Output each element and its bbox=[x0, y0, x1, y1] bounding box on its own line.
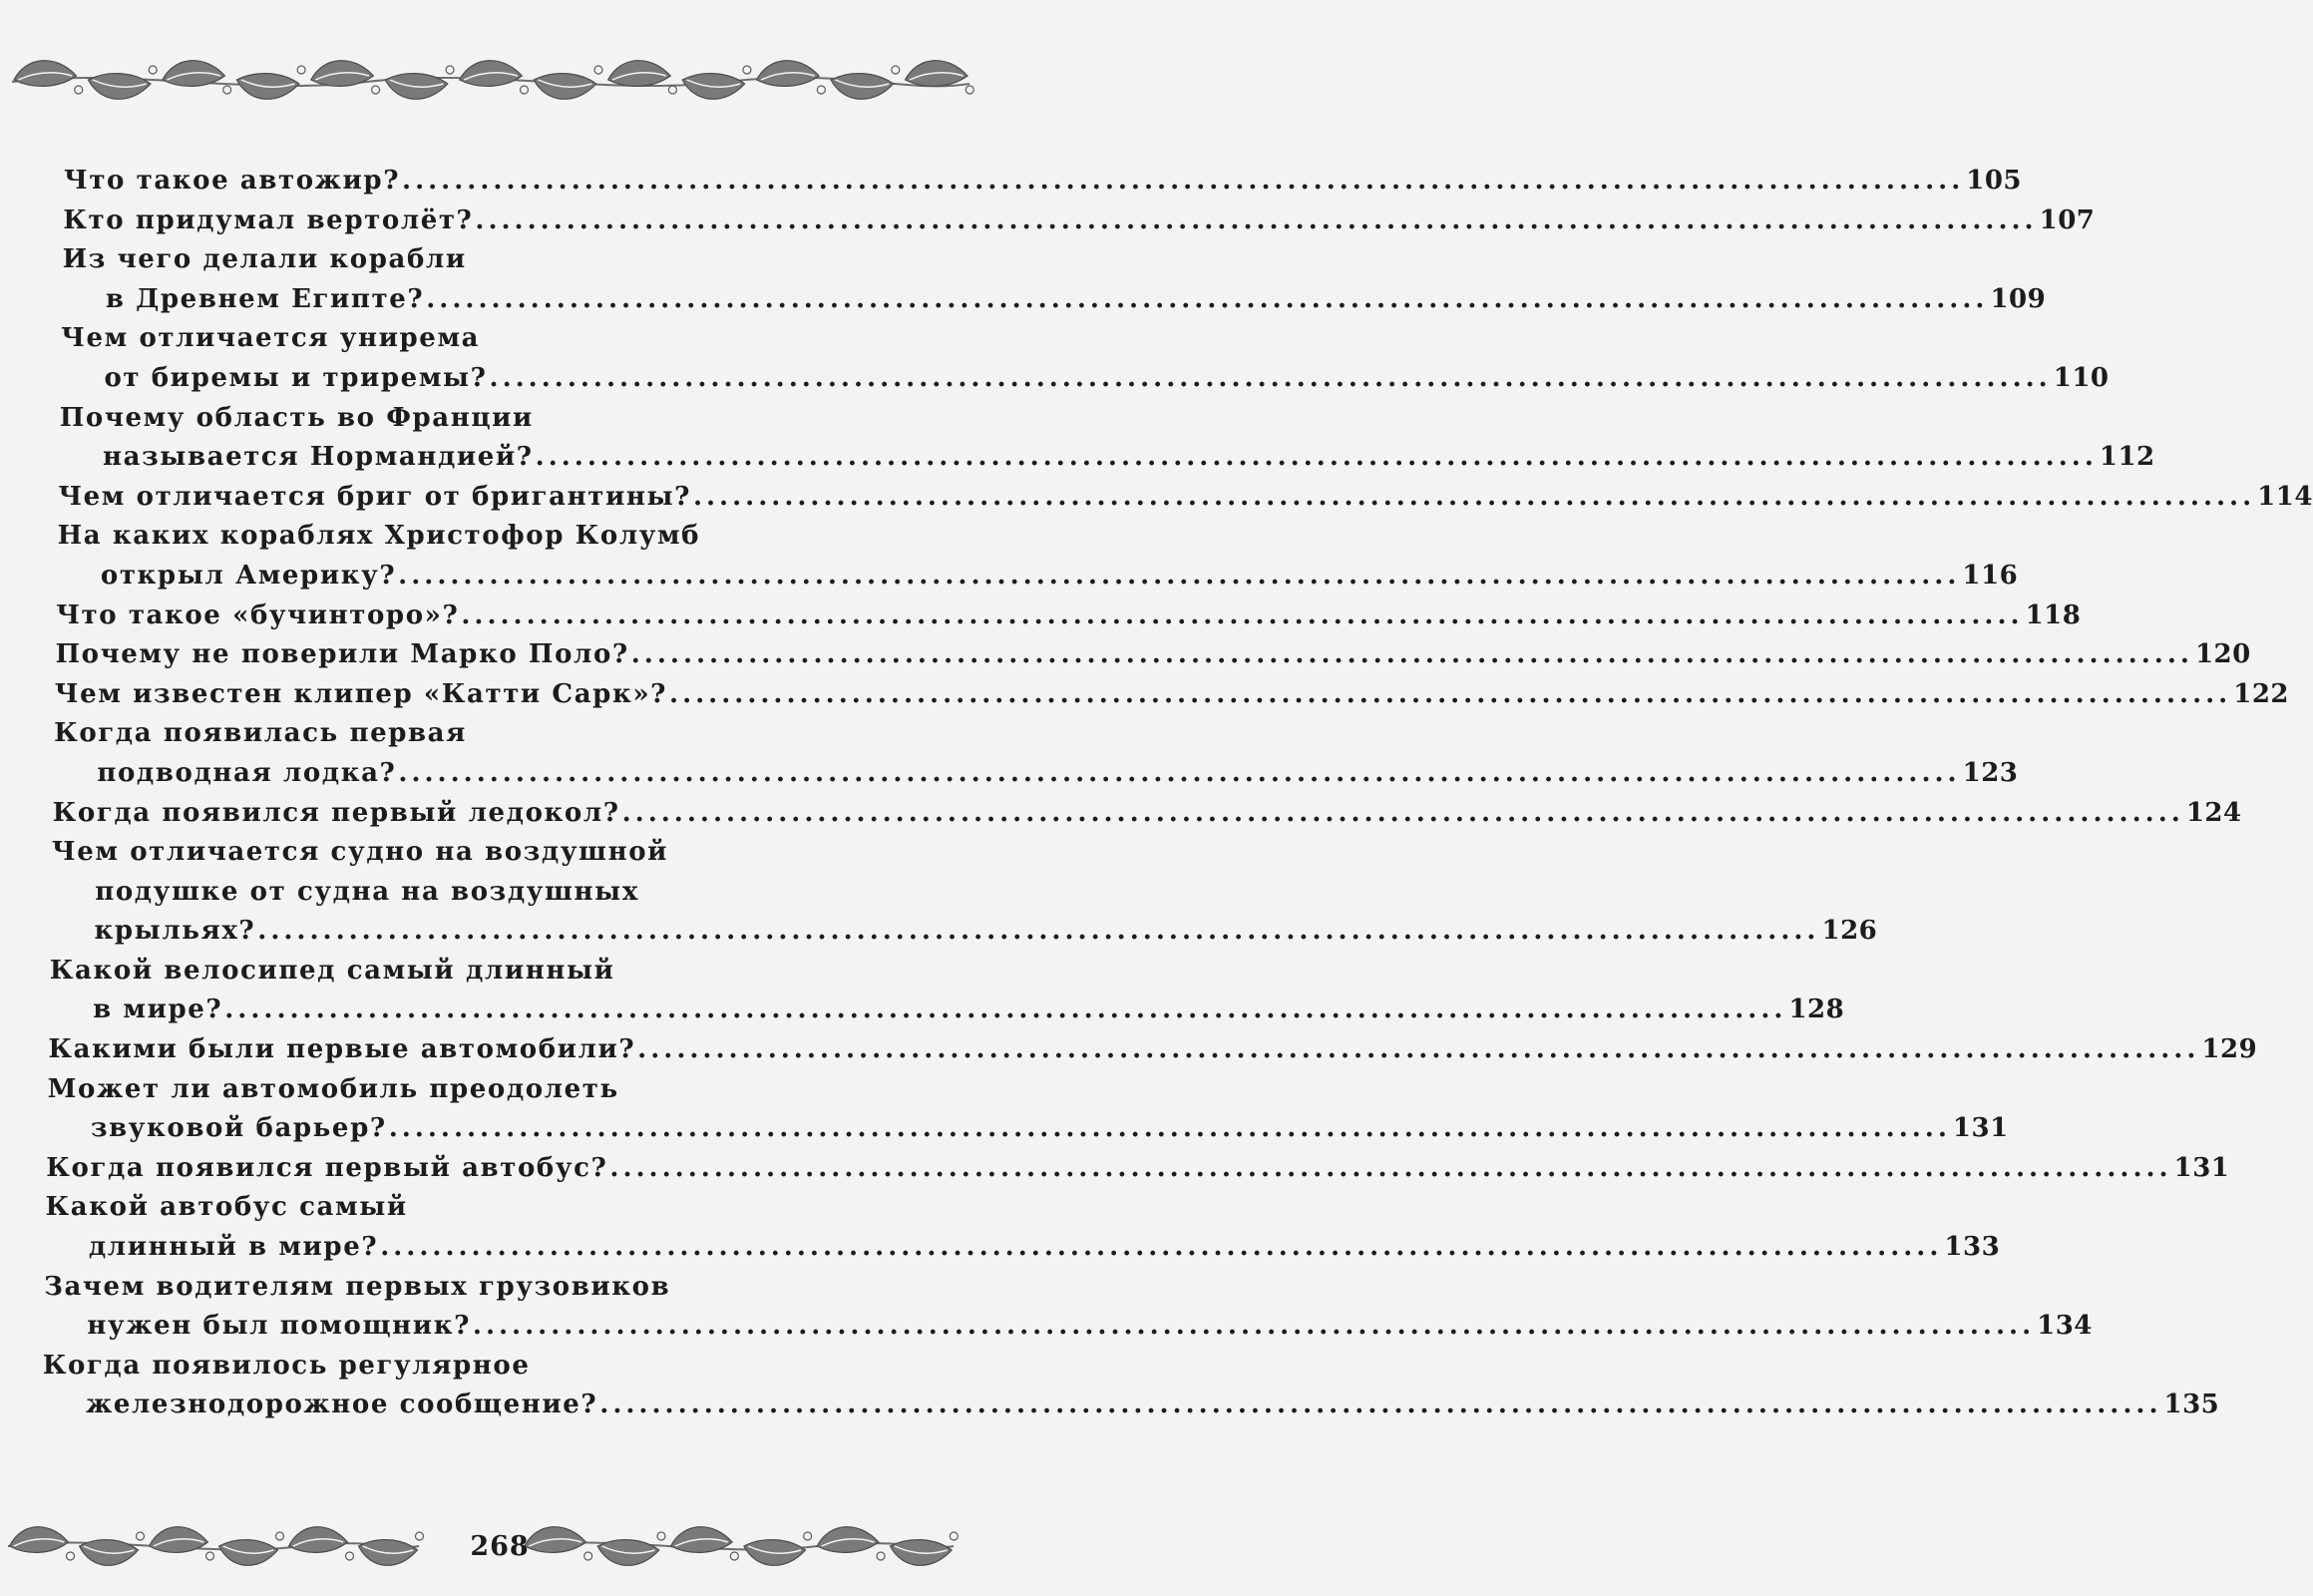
toc-page-number: 134 bbox=[2037, 1311, 2093, 1342]
toc-entry bbox=[0, 399, 2155, 478]
toc-entry-title: звуковой барьер? bbox=[90, 1113, 387, 1144]
toc-entry bbox=[0, 517, 2019, 596]
toc-entry-title: Почему не поверили Марко Поло? bbox=[55, 639, 629, 670]
toc-entry-title: Может ли автомобиль преодолеть bbox=[47, 1073, 619, 1104]
toc-entry-title: Какими были первые автомобили? bbox=[48, 1034, 636, 1065]
dot-leader: ........................................................................................................................ bbox=[669, 678, 2232, 709]
curl-ornament bbox=[965, 86, 973, 94]
toc-entry bbox=[0, 794, 2242, 834]
toc-page-number: 128 bbox=[1788, 995, 1845, 1025]
toc-page-number: 116 bbox=[1962, 560, 2019, 591]
toc-page-number: 124 bbox=[2185, 797, 2242, 828]
toc-page-number: 105 bbox=[1966, 166, 2023, 196]
dot-leader: ........................................................................................................................ bbox=[380, 1232, 1943, 1263]
dot-leader: ........................................................................................................................ bbox=[637, 1034, 2200, 1065]
dot-leader: ........................................................................................................................ bbox=[475, 204, 2038, 235]
toc-page-number: 126 bbox=[1821, 916, 1878, 947]
curl-ornament bbox=[297, 66, 305, 74]
dot-leader: ........................................................................................................................ bbox=[257, 916, 1820, 947]
toc-entry bbox=[0, 1268, 2093, 1347]
toc-entry bbox=[0, 478, 2313, 518]
curl-ornament bbox=[75, 86, 83, 94]
top-leaf-ornament bbox=[8, 38, 973, 118]
dot-leader: ........................................................................................................................ bbox=[426, 283, 1989, 314]
toc-entry-title: Какой автобус самый bbox=[45, 1192, 408, 1223]
dot-leader: ........................................................................................................................ bbox=[599, 1390, 2162, 1420]
toc-page-number: 118 bbox=[2025, 599, 2082, 630]
toc-entry bbox=[0, 1149, 2230, 1189]
toc-entry-title: Какой велосипед самый длинный bbox=[49, 955, 615, 986]
toc-entry-title: Когда появился первый ледокол? bbox=[52, 797, 620, 828]
toc-entry-title: называется Нормандией? bbox=[103, 442, 534, 473]
toc-entry-title: железнодорожное сообщение? bbox=[86, 1390, 598, 1420]
toc-page-number: 131 bbox=[2173, 1152, 2230, 1183]
dot-leader: ........................................................................................................................ bbox=[630, 639, 2193, 670]
curl-ornament bbox=[668, 86, 676, 94]
toc-entry-title: Зачем водителям первых грузовиков bbox=[44, 1271, 671, 1302]
dot-leader: ........................................................................................................................ bbox=[402, 166, 1965, 196]
toc-entry-title: крыльях? bbox=[94, 916, 256, 947]
toc-page-number: 112 bbox=[2099, 442, 2155, 473]
dot-leader: ........................................................................................................................ bbox=[535, 442, 2098, 473]
curl-ornament bbox=[892, 66, 900, 74]
dot-leader: ........................................................................................................................ bbox=[489, 362, 2052, 393]
page-number: 268 bbox=[470, 1531, 530, 1562]
curl-ornament bbox=[743, 66, 751, 74]
dot-leader: ........................................................................................................................ bbox=[609, 1152, 2172, 1183]
toc-page-number: 131 bbox=[1952, 1113, 2009, 1144]
toc-entry bbox=[0, 597, 2082, 636]
curl-ornament bbox=[372, 86, 380, 94]
toc-entry bbox=[0, 1070, 2009, 1149]
toc-entry bbox=[0, 714, 2019, 793]
toc-entry bbox=[0, 1188, 2001, 1267]
toc-entry-title: Почему область во Франции bbox=[59, 402, 534, 433]
toc-entry-title: в мире? bbox=[93, 995, 223, 1025]
toc-page-number: 110 bbox=[2053, 362, 2110, 393]
toc-entry bbox=[0, 833, 1878, 952]
curl-ornament bbox=[149, 66, 157, 74]
toc-entry bbox=[0, 1030, 2258, 1070]
toc-entry bbox=[0, 162, 2023, 201]
toc-entry-title: Что такое автожир? bbox=[64, 166, 401, 196]
toc-entry-title: нужен был помощник? bbox=[87, 1311, 471, 1342]
toc-entry bbox=[0, 319, 2110, 398]
curl-ornament bbox=[223, 86, 231, 94]
toc-page-number: 109 bbox=[1990, 283, 2047, 314]
toc-entry-title: Чем известен клипер «Катти Сарк»? bbox=[54, 678, 668, 709]
toc-page-number: 135 bbox=[2163, 1390, 2220, 1420]
curl-ornament bbox=[817, 86, 825, 94]
toc-page-number: 123 bbox=[1962, 757, 2019, 788]
curl-ornament bbox=[521, 86, 529, 94]
toc-entry-title: в Древнем Египте? bbox=[105, 283, 425, 314]
toc-entry bbox=[0, 635, 2251, 675]
toc-entry-title: Чем отличается унирема bbox=[61, 323, 481, 354]
toc-page-number: 107 bbox=[2039, 204, 2096, 235]
toc-entry-title: Чем отличается бриг от бригантины? bbox=[58, 481, 691, 512]
toc-entry bbox=[0, 240, 2047, 319]
toc-entry-title: Чем отличается судно на воздушной bbox=[51, 837, 669, 868]
curl-ornament bbox=[594, 66, 602, 74]
dot-leader: ........................................................................................................................ bbox=[224, 995, 1787, 1025]
toc-entry-title: Когда появилось регулярное bbox=[42, 1350, 531, 1381]
dot-leader: ........................................................................................................................ bbox=[461, 599, 2024, 630]
curl-ornament bbox=[446, 66, 454, 74]
toc-entry-title: подводная лодка? bbox=[97, 757, 397, 788]
toc-entry-title: Когда появился первый автобус? bbox=[46, 1152, 608, 1183]
toc-entry bbox=[0, 1347, 2220, 1425]
toc-entry-title: длинный в мире? bbox=[88, 1232, 379, 1263]
toc-page-number: 120 bbox=[2194, 639, 2251, 670]
toc-entry bbox=[0, 675, 2290, 715]
dot-leader: ........................................................................................................................ bbox=[398, 560, 1961, 591]
toc-entry-title: открыл Америку? bbox=[100, 560, 397, 591]
table-of-contents bbox=[0, 162, 2313, 1425]
dot-leader: ........................................................................................................................ bbox=[388, 1113, 1951, 1144]
toc-entry bbox=[0, 952, 1845, 1030]
toc-entry-title: Что такое «бучинторо»? bbox=[56, 599, 460, 630]
dot-leader: ........................................................................................................................ bbox=[621, 797, 2184, 828]
toc-entry-title: подушке от судна на воздушных bbox=[95, 876, 639, 907]
toc-page-number: 114 bbox=[2257, 481, 2313, 512]
dot-leader: ........................................................................................................................ bbox=[472, 1311, 2036, 1342]
toc-page-number: 122 bbox=[2233, 678, 2290, 709]
toc-entry-title: Кто придумал вертолёт? bbox=[63, 204, 474, 235]
toc-entry-title: от биремы и триремы? bbox=[104, 362, 488, 393]
toc-entry-title: Из чего делали корабли bbox=[62, 244, 467, 275]
toc-entry-title: Когда появилась первая bbox=[54, 718, 467, 749]
dot-leader: ........................................................................................................................ bbox=[398, 757, 1961, 788]
toc-page-number: 133 bbox=[1944, 1232, 2001, 1263]
dot-leader: ........................................................................................................................ bbox=[692, 481, 2256, 512]
toc-entry-title: На каких кораблях Христофор Колумб bbox=[57, 521, 701, 552]
toc-entry bbox=[0, 201, 2096, 241]
toc-page-number: 129 bbox=[2201, 1034, 2258, 1065]
